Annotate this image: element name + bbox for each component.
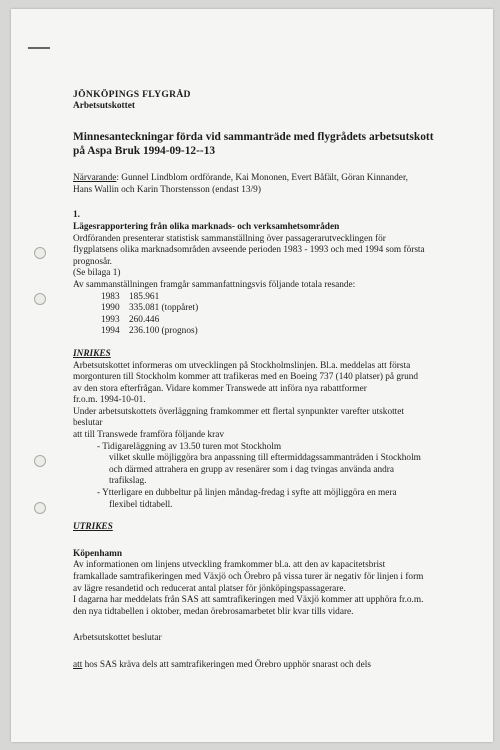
attendance-text: : Gunnel Lindblom ordförande, Kai Mononen, Evert Båfält, Göran Kinnander, — [116, 173, 408, 184]
attendance-label: Närvarande — [73, 173, 117, 184]
text-line: Ordföranden presenterar statistisk sammanställning över passagerarutvecklingen för — [73, 233, 386, 244]
text-line: Av sammanställningen framgår sammanfattningsvis följande totala resande: — [73, 279, 356, 290]
document-page — [11, 9, 493, 742]
subheading-copenhagen: Köpenhamn — [73, 548, 123, 559]
stat-row: 1993 260.446 — [101, 314, 160, 325]
demand-item: - Tidigareläggning av 13.50 turen mot Stockholm — [97, 441, 282, 452]
text-line: prognosår. — [73, 256, 112, 267]
title-line: Minnesanteckningar förda vid sammanträde med flygrådets arbetsutskott — [73, 131, 434, 144]
text-line: vilket skulle möjliggöra bra anpassning till eftermiddagssammanträden i Stockholm — [109, 453, 421, 464]
committee-name: Arbetsutskottet — [73, 100, 135, 111]
binder-hole — [34, 502, 46, 514]
text-line: att till Transwede framföra följande krav — [73, 430, 225, 441]
binder-hole — [34, 247, 46, 259]
text-line: Under arbetsutskottets överläggning framkommer ett flertal synpunkter varefter utskottet — [73, 406, 404, 417]
text-line: och därmed attrahera en grupp av resenärer som i dag tvingas använda andra — [109, 464, 394, 475]
document-title — [73, 131, 483, 158]
text-line: Arbetsutskottet informeras om utvecklingen på Stockholmslinjen. Bl.a. meddelas att första — [73, 360, 411, 371]
text-line: framkallade samtrafikeringen med Växjö och Örebro på vissa turer är negativ för linjen i form — [73, 572, 424, 582]
text-line: Av informationen om linjens utveckling framkommer bl.a. att den av kapacitetsbrist — [73, 560, 386, 571]
text-line: trafikslag. — [109, 476, 147, 487]
decision-att: att — [73, 659, 83, 670]
organization-name: JÖNKÖPINGS FLYGRÅD — [73, 89, 191, 100]
demand-item: - Ytterligare en dubbeltur på linjen måndag-fredag i syfte att möjliggöra en mera — [97, 488, 397, 499]
attendance — [73, 173, 483, 196]
text-line: I dagarna har meddelats från SAS att samtrafikeringen med Växjö kommer att upphöra fr.o.m. — [73, 595, 424, 606]
attendance-text: Hans Wallin och Karin Thorstensson (endast 13/9) — [73, 184, 261, 195]
utrikes-heading: UTRIKES — [73, 522, 113, 533]
inrikes-heading: INRIKES — [73, 348, 111, 359]
binder-hole — [34, 455, 46, 467]
document-body — [73, 89, 483, 672]
stat-row: 1983 185.961 — [101, 291, 160, 302]
decision-rest: hos SAS kräva dels att samtrafikeringen med Örebro upphör snarast och dels — [82, 659, 371, 670]
decision-intro: Arbetsutskottet beslutar — [73, 633, 162, 644]
stat-row: 1994 236.100 (prognos) — [101, 326, 198, 337]
section-heading: Lägesrapportering från olika marknads- och verksamhetsområden — [73, 221, 340, 232]
text-line: flexibel tidtabell. — [109, 499, 173, 510]
section1-text — [73, 234, 483, 292]
margin-mark — [28, 47, 50, 49]
title-line: på Aspa Bruk 1994-09-12--13 — [73, 144, 216, 157]
text-line: beslutar — [73, 418, 103, 429]
utrikes-text — [73, 560, 483, 618]
section-number: 1. — [73, 210, 80, 221]
demand-list — [73, 442, 483, 512]
decision-text — [73, 660, 483, 672]
text-line: fr.o.m. 1994-10-01. — [73, 395, 146, 406]
passenger-stats — [101, 292, 483, 338]
text-line: av den stora efterfrågan. Vidare kommer Transwede att införa nya rabattformer — [73, 383, 367, 394]
stat-row: 1990 335.081 (toppåret) — [101, 303, 199, 314]
text-line: av lägre resandetid och reducerat antal platser för jönköpingspassagerare. — [73, 583, 346, 594]
text-line: flygplatsens olika marknadsområden avseende perioden 1983 - 1993 och med 1994 som första — [73, 245, 425, 256]
text-line: den nya tidtabellen i oktober, medan örebrosamarbetet blir kvar tills vidare. — [73, 606, 354, 617]
text-line: morgonturen till Stockholm kommer att trafikeras med en Boeing 737 (140 platser) på grund — [73, 372, 419, 383]
text-line: (Se bilaga 1) — [73, 268, 121, 279]
binder-hole — [34, 293, 46, 305]
inrikes-text — [73, 361, 483, 442]
